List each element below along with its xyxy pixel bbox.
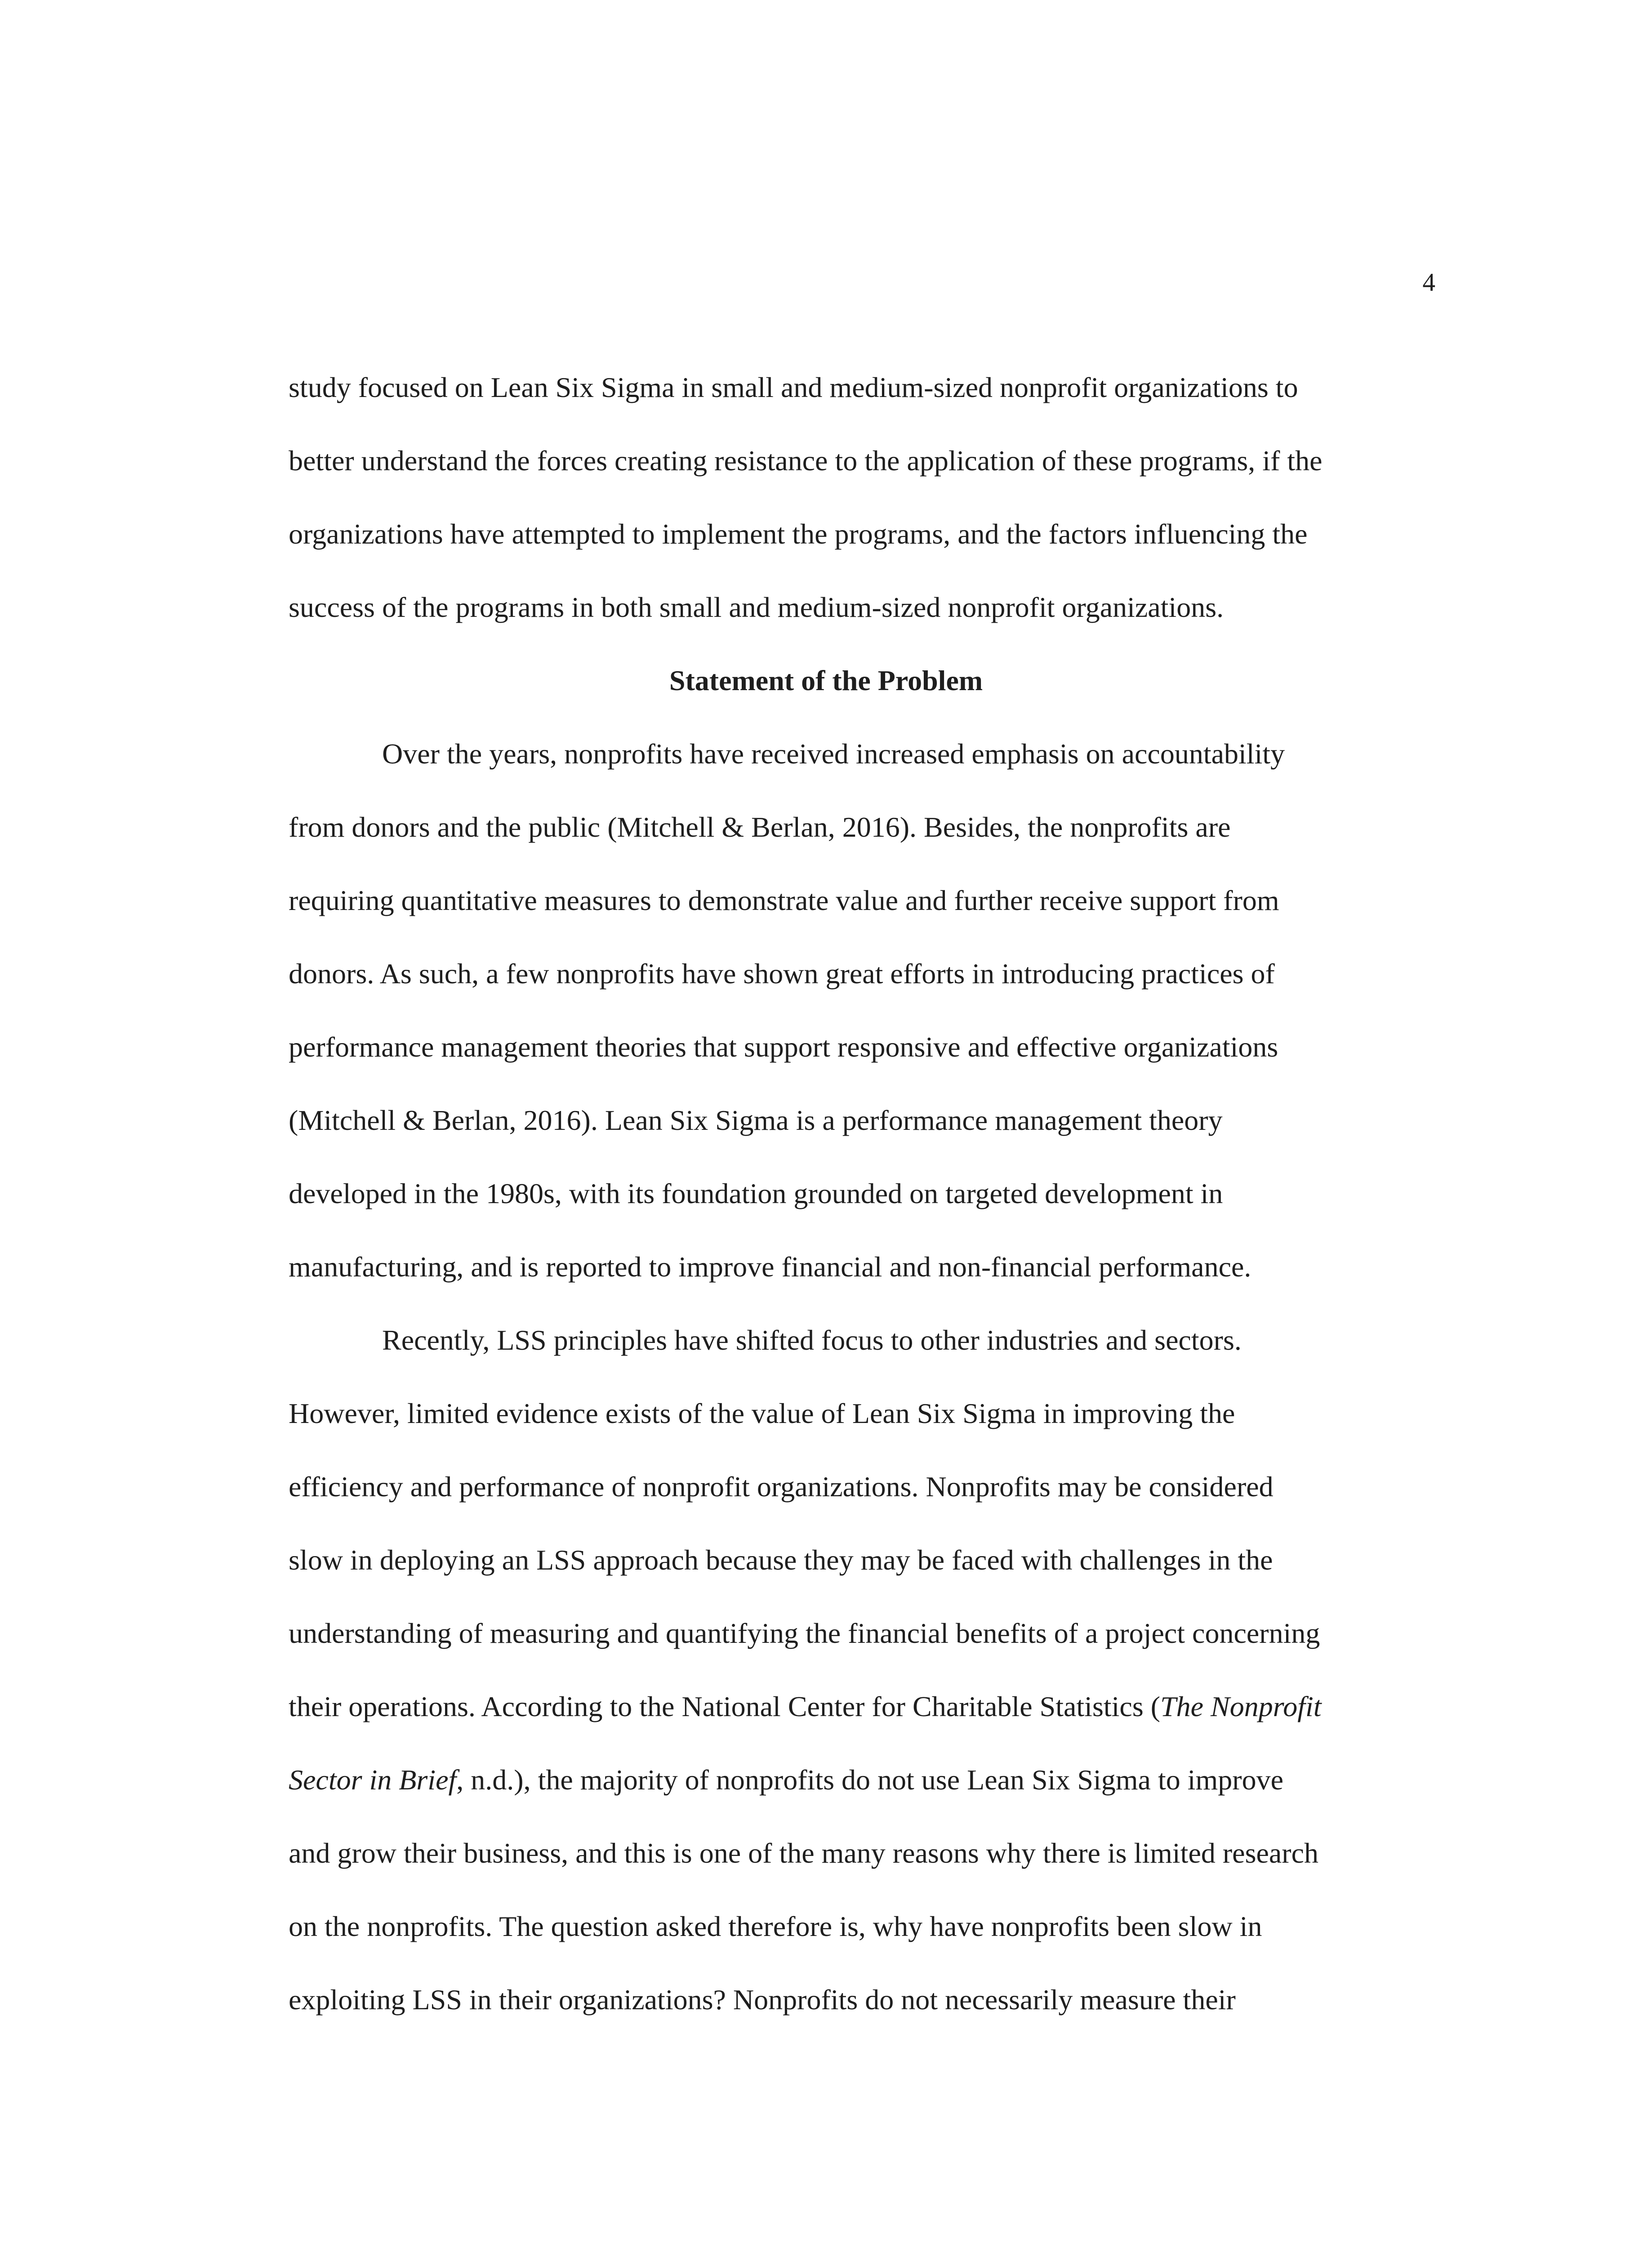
body-text-line: efficiency and performance of nonprofit organizations. Nonprofits may be considered [289, 1471, 1274, 1503]
body-text-line: performance management theories that support responsive and effective organizations [289, 1031, 1278, 1063]
body-text-line: slow in deploying an LSS approach because they may be faced with challenges in the [289, 1544, 1273, 1576]
body-text-line: donors. As such, a few nonprofits have shown great efforts in introducing practices of [289, 958, 1275, 990]
body-text-line: better understand the forces creating resistance to the application of these programs, if the [289, 445, 1322, 477]
body-text-line: success of the programs in both small and medium-sized nonprofit organizations. [289, 591, 1224, 623]
body-text-line: and grow their business, and this is one of the many reasons why there is limited research [289, 1837, 1318, 1869]
body-text-segment: , n.d.), the majority of nonprofits do not use Lean Six Sigma to improve [456, 1764, 1283, 1796]
body-text-line [289, 1689, 1322, 1725]
body-text-line: exploiting LSS in their organizations? Nonprofits do not necessarily measure their [289, 1984, 1236, 2016]
body-text-line [289, 1762, 1283, 1798]
body-text-line: manufacturing, and is reported to improve financial and non-financial performance. [289, 1251, 1251, 1283]
citation-title: Sector in Brief [289, 1764, 457, 1796]
body-text-line: However, limited evidence exists of the value of Lean Six Sigma in improving the [289, 1397, 1235, 1429]
body-text-line: Over the years, nonprofits have received increased emphasis on accountability [382, 738, 1285, 770]
body-text-line: Recently, LSS principles have shifted focus to other industries and sectors. [382, 1324, 1242, 1356]
body-text-line: from donors and the public (Mitchell & Berlan, 2016). Besides, the nonprofits are [289, 811, 1231, 843]
body-text-line: requiring quantitative measures to demonstrate value and further receive support from [289, 884, 1279, 916]
body-text-line: (Mitchell & Berlan, 2016). Lean Six Sigma is a performance management theory [289, 1104, 1223, 1136]
section-heading: Statement of the Problem [669, 665, 983, 696]
citation-title: The Nonprofit [1160, 1690, 1322, 1722]
body-text-line: organizations have attempted to implement the programs, and the factors influencing the [289, 518, 1308, 550]
body-text-line: understanding of measuring and quantifying the financial benefits of a project concerning [289, 1617, 1320, 1649]
body-text-line: developed in the 1980s, with its foundation grounded on targeted development in [289, 1178, 1223, 1209]
page-number: 4 [1422, 268, 1435, 297]
body-text-segment: their operations. According to the National Center for Charitable Statistics ( [289, 1690, 1161, 1722]
body-text-line: study focused on Lean Six Sigma in small and medium-sized nonprofit organizations to [289, 371, 1298, 403]
body-text-line: on the nonprofits. The question asked therefore is, why have nonprofits been slow in [289, 1910, 1262, 1942]
